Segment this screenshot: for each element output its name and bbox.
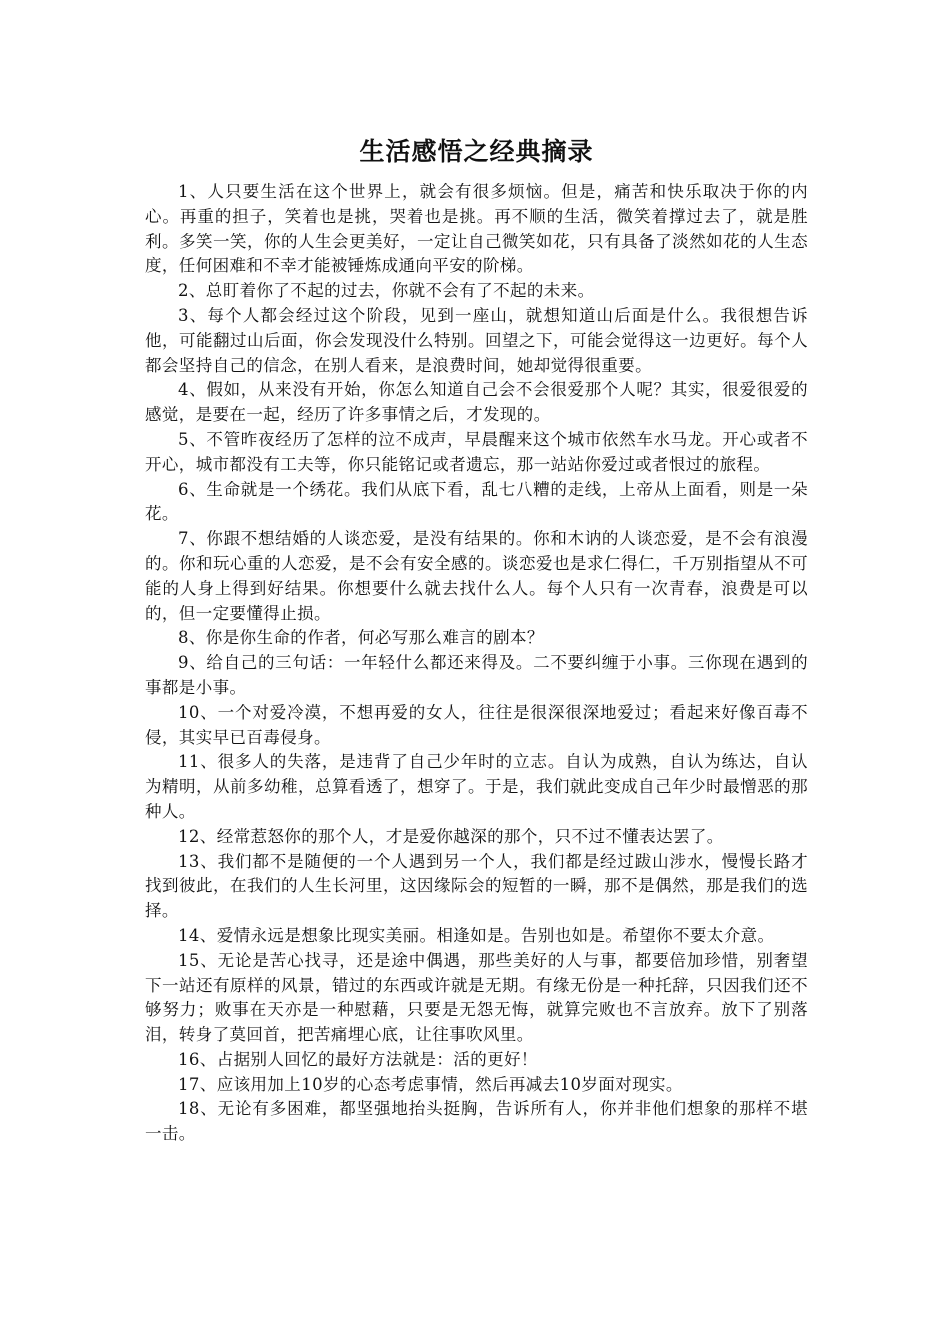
- paragraph-4: 4、假如，从来没有开始，你怎么知道自己会不会很爱那个人呢？其实，很爱很爱的感觉，是要在一起，经历了许多事情之后，才发现的。: [145, 380, 808, 425]
- paragraph-11: 11、很多人的失落，是违背了自己少年时的立志。自认为成熟，自认为练达，自认为精明，从前多幼稚，总算看透了，想穿了。于是，我们就此变成自己年少时最憎恶的那种人。: [145, 752, 808, 821]
- paragraph-10: 10、一个对爱冷漠，不想再爱的女人，往往是很深很深地爱过；看起来好像百毒不侵，其实早已百毒侵身。: [145, 702, 808, 747]
- paragraph-5: 5、不管昨夜经历了怎样的泣不成声，早晨醒来这个城市依然车水马龙。开心或者不开心，城市都没有工夫等，你只能铭记或者遗忘，那一站站你爱过或者恨过的旅程。: [145, 429, 808, 474]
- paragraph-12: 12、经常惹怒你的那个人，才是爱你越深的那个，只不过不懂表达罢了。: [178, 826, 724, 846]
- paragraph-2: 2、总盯着你了不起的过去，你就不会有了不起的未来。: [178, 281, 595, 301]
- paragraph-7: 7、你跟不想结婚的人谈恋爱，是没有结果的。你和木讷的人谈恋爱，是不会有浪漫的。你和玩心重的人恋爱，是不会有安全感的。谈恋爱也是求仁得仁，千万别指望从不可能的人身上得到好结果。你想要什么就去找什么人。每个人只有一次青春，浪费是可以的，但一定要懂得止损。: [145, 529, 808, 623]
- document-page: [145, 132, 808, 1147]
- paragraph-13: 13、我们都不是随便的一个人遇到另一个人，我们都是经过跋山涉水，慢慢长路才找到彼此，在我们的人生长河里，这因缘际会的短暂的一瞬，那不是偶然，那是我们的选择。: [145, 851, 808, 921]
- paragraph-9: 9、给自己的三句话：一年轻什么都还来得及。二不要纠缠于小事。三你现在遇到的事都是小事。: [145, 653, 808, 697]
- paragraph-8: 8、你是你生命的作者，何必写那么难言的剧本？: [178, 628, 544, 648]
- paragraph-14: 14、爱情永远是想象比现实美丽。相逢如是。告别也如是。希望你不要太介意。: [178, 925, 775, 945]
- paragraph-6: 6、生命就是一个绣花。我们从底下看，乱七八糟的走线，上帝从上面看，则是一朵花。: [145, 479, 808, 524]
- document-title: 生活感悟之经典摘录: [359, 137, 594, 166]
- paragraph-18: 18、无论有多困难，都坚强地抬头挺胸，告诉所有人，你并非他们想象的那样不堪一击。: [145, 1099, 808, 1144]
- paragraph-15: 15、无论是苦心找寻，还是途中偶遇，那些美好的人与事，都要倍加珍惜，别奢望下一站还有原样的风景，错过的东西或许就是无期。有缘无份是一种托辞，只因我们还不够努力；败事在天亦是一种慰藉，只要是无怨无悔，就算完败也不言放弃。放下了别落泪，转身了莫回首，把苦痛埋心底，让往事吹风里。: [145, 950, 808, 1045]
- paragraph-16: 16、占据别人回忆的最好方法就是：活的更好！: [178, 1049, 538, 1069]
- paragraph-17: 17、应该用加上10岁的心态考虑事情，然后再减去10岁面对现实。: [178, 1074, 683, 1094]
- paragraph-3: 3、每个人都会经过这个阶段，见到一座山，就想知道山后面是什么。我很想告诉他，可能翻过山后面，你会发现没什么特别。回望之下，可能会觉得这一边更好。每个人都会坚持自己的信念，在别人看来，是浪费时间，她却觉得很重要。: [145, 305, 808, 375]
- paragraph-1: 1、人只要生活在这个世界上，就会有很多烦恼。但是，痛苦和快乐取决于你的内心。再重的担子，笑着也是挑，哭着也是挑。再不顺的生活，微笑着撑过去了，就是胜利。多笑一笑，你的人生会更美好，一定让自己微笑如花，只有具备了淡然如花的人生态度，任何困难和不幸才能被锤炼成通向平安的阶梯。: [145, 182, 808, 276]
